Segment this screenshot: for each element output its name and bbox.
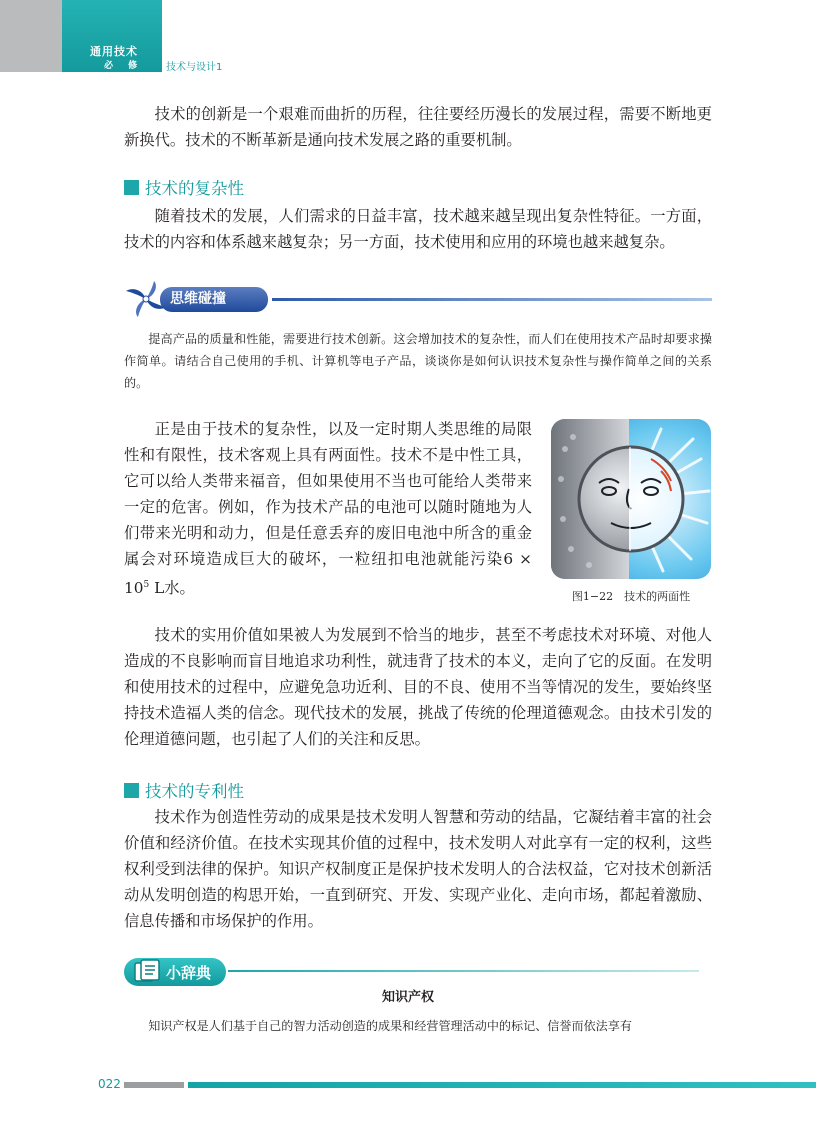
complexity-paragraph: 随着技术的发展，人们需求的日益丰富，技术越来越呈现出复杂性特征。一方面，技术的内容和体系越来越复杂；另一方面，技术使用和应用的环境也越来越复杂。 — [124, 207, 712, 251]
ethics-paragraph: 技术的实用价值如果被人为发展到不恰当的地步，甚至不考虑技术对环境、对他人造成的不良影响而盲目地追求功利性，就违背了技术的本义，走向了它的反面。在发明和使用技术的过程中，应避免急功近利、目的不良、使用不当等情况的发生，要始终坚持技术造福人类的信念。现代技术的发展，挑战了传统的伦理道德观念。由技术引发的伦理道德问题，也引起了人们的关注和反思。 — [124, 626, 712, 748]
heading-text: 技术的专利性 — [145, 782, 244, 801]
pollution-quantity: 6 × 10 — [124, 550, 532, 598]
thinking-banner — [122, 281, 712, 317]
figure-caption: 图1−22 技术的两面性 — [571, 590, 691, 603]
section-heading-complexity — [124, 175, 244, 199]
thinking-label: 思维碰撞 — [160, 287, 268, 312]
heading-text: 技术的复杂性 — [145, 179, 244, 198]
patent-paragraph: 技术作为创造性劳动的成果是技术发明人智慧和劳动的结晶，它凝结着丰富的社会价值和经济价值。在技术实现其价值的过程中，技术发明人对此享有一定的权利，这些权利受到法律的保护。知识产权制度正是保护技术发明人的合法权益，它对技术创新活动从发明创造的构思开始，一直到研究、开发、实现产业化、走向市场，都起着激励、信息传播和市场保护的作用。 — [124, 808, 712, 930]
sun-moon-face-illustration — [551, 419, 711, 579]
dictionary-term: 知识产权 — [381, 990, 434, 1005]
course-name: 技术与设计1 — [166, 62, 223, 73]
heading-square-icon — [124, 180, 139, 195]
thinking-text: 提高产品的质量和性能，需要进行技术创新。这会增加技术的复杂性，而人们在使用技术产品时却要求操作简单。请结合自己使用的手机、计算机等电子产品，谈谈你是如何认识技术复杂性与操作简单之间的关系的。 — [124, 332, 712, 390]
duality-paragraph — [124, 416, 532, 601]
dictionary-definition: 知识产权是人们基于自己的智力活动创造的成果和经营管理活动中的标记、信誉而依法享有 — [148, 1019, 632, 1033]
heading-square-icon — [124, 783, 139, 798]
duality-text: 正是由于技术的复杂性，以及一定时期人类思维的局限性和有限性，技术客观上具有两面性。技术不是中性工具，它可以给人类带来福音，但如果使用不当也可能给人类带来一定的危害。例如，作为技术产品的电池可以随时随地为人们带来光明和动力，但是任意丢弃的废旧电池中所含的重金属会对环境造成巨大的破坏，一粒纽扣电池就能污染 — [124, 420, 532, 568]
pollution-unit: L水。 — [149, 579, 195, 598]
dictionary-label: 小辞典 — [166, 964, 212, 982]
dictionary-divider — [228, 970, 699, 972]
section-heading-patent — [124, 778, 244, 802]
header-gray-block — [0, 0, 62, 72]
book-level: 必 修 — [104, 61, 144, 71]
book-icon — [132, 959, 164, 985]
footer-teal-bar — [188, 1082, 816, 1088]
pollution-exponent: 5 — [143, 580, 150, 590]
thinking-divider — [272, 298, 712, 301]
book-title: 通用技术 — [90, 45, 138, 58]
dictionary-banner — [124, 955, 699, 989]
page-number: 022 — [98, 1077, 121, 1091]
intro-paragraph: 技术的创新是一个艰难而曲折的历程，往往要经历漫长的发展过程，需要不断地更新换代。技术的不断革新是通向技术发展之路的重要机制。 — [124, 105, 712, 149]
footer-gray-bar — [124, 1082, 184, 1088]
